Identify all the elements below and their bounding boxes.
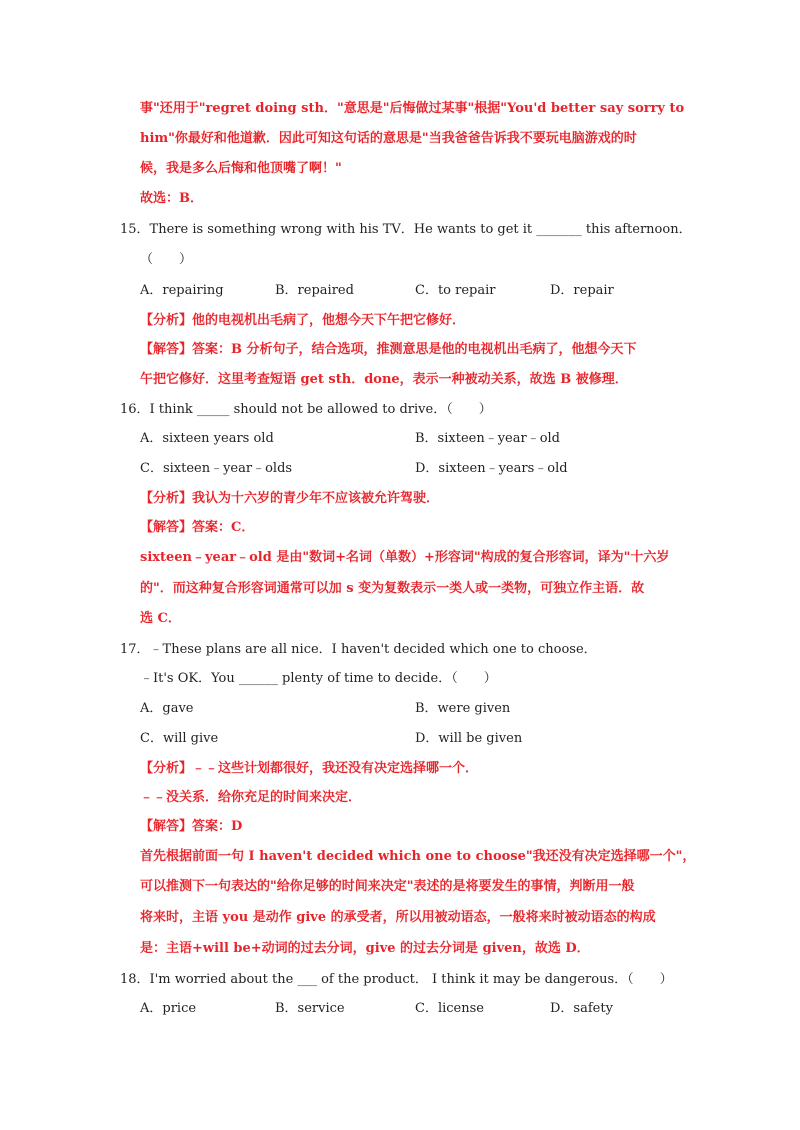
q17-stem-line-1: 17．﹣These plans are all nice．I haven't decided which one to choose． bbox=[120, 642, 597, 657]
q15-analysis: 【分析】他的电视机出毛病了，他想今天下午把它修好． bbox=[140, 313, 466, 328]
prev-explanation-line-2: him"你最好和他道歉．因此可知这句话的意思是"当我爸爸告诉我不要玩电脑游戏的时 bbox=[140, 131, 637, 146]
q17-explanation-line-3: 将来时，主语 you 是动作 give 的承受者，所以用被动语态，一般将来时被动语态的构成 bbox=[140, 910, 656, 925]
q16-stem: 16．I think _____ should not be allowed to drive．（ ） bbox=[120, 402, 492, 417]
q17-explanation-line-2: 可以推测下一句表达的"给你足够的时间来决定"表述的是将要发生的事情，判断用一般 bbox=[140, 879, 635, 894]
q15-option-c: C．to repair bbox=[415, 283, 496, 298]
q18-option-b: B．service bbox=[275, 1001, 345, 1016]
q17-analysis-line-1: 【分析】﹣﹣这些计划都很好，我还没有决定选择哪一个． bbox=[140, 761, 479, 776]
q15-option-b: B．repaired bbox=[275, 283, 354, 298]
q16-option-c: C．sixteen﹣year﹣olds bbox=[140, 461, 293, 476]
q17-option-d: D．will be given bbox=[415, 731, 523, 746]
q15-stem-line-2: （ ） bbox=[140, 252, 193, 267]
q17-option-b: B．were given bbox=[415, 701, 511, 716]
prev-explanation-line-3: 候，我是多么后悔和他顶嘴了啊！" bbox=[140, 161, 342, 176]
q15-option-d: D．repair bbox=[550, 283, 614, 298]
q17-explanation-line-1: 首先根据前面一句 I haven't decided which one to choose"我还没有决定选择哪一个"， bbox=[140, 849, 696, 864]
prev-explanation-line-1: 事"还用于"regret doing sth．"意思是"后悔做过某事"根据"You'd better say sorry to bbox=[140, 101, 685, 116]
q16-explanation-line-1: sixteen﹣year﹣old 是由"数词+名词（单数）+形容词"构成的复合形容词，译为"十六岁 bbox=[140, 550, 670, 565]
q15-stem-line-1: 15．There is something wrong with his TV．He wants to get it _______ this afternoon． bbox=[120, 222, 692, 237]
q16-option-b: B．sixteen﹣year﹣old bbox=[415, 431, 561, 446]
q17-analysis-line-2: ﹣﹣没关系．给你充足的时间来决定． bbox=[140, 790, 362, 805]
q16-explanation-line-3: 选 C． bbox=[140, 611, 181, 626]
q15-solution-line-2: 午把它修好．这里考查短语 get sth．done，表示一种被动关系，故选 B 被修理． bbox=[140, 372, 628, 387]
q16-explanation-line-2: 的"．而这种复合形容词通常可以加 s 变为复数表示一类人或一类物，可独立作主语．故 bbox=[140, 581, 645, 596]
q15-solution-line-1: 【解答】答案：B 分析句子，结合选项，推测意思是他的电视机出毛病了，他想今天下 bbox=[140, 342, 637, 357]
q17-explanation-line-4: 是：主语+will be+动词的过去分词，give 的过去分词是 given，故选 D． bbox=[140, 941, 590, 956]
q17-stem-line-2: ﹣It's OK．You ______ plenty of time to decide．（ ） bbox=[140, 671, 497, 686]
q18-stem: 18．I'm worried about the ___ of the product． I think it may be dangerous．（ ） bbox=[120, 972, 673, 987]
q17-option-c: C．will give bbox=[140, 731, 219, 746]
q17-option-a: A．gave bbox=[140, 701, 194, 716]
q18-option-a: A．price bbox=[140, 1001, 197, 1016]
q18-option-d: D．safety bbox=[550, 1001, 613, 1016]
prev-answer: 故选：B． bbox=[140, 191, 203, 206]
q15-option-a: A．repairing bbox=[140, 283, 224, 298]
q16-analysis: 【分析】我认为十六岁的青少年不应该被允许驾驶． bbox=[140, 491, 440, 506]
q16-option-d: D．sixteen﹣years﹣old bbox=[415, 461, 568, 476]
q17-solution: 【解答】答案：D bbox=[140, 819, 243, 834]
q16-solution: 【解答】答案：C． bbox=[140, 520, 255, 535]
q16-option-a: A．sixteen years old bbox=[140, 431, 274, 446]
q18-option-c: C．license bbox=[415, 1001, 484, 1016]
